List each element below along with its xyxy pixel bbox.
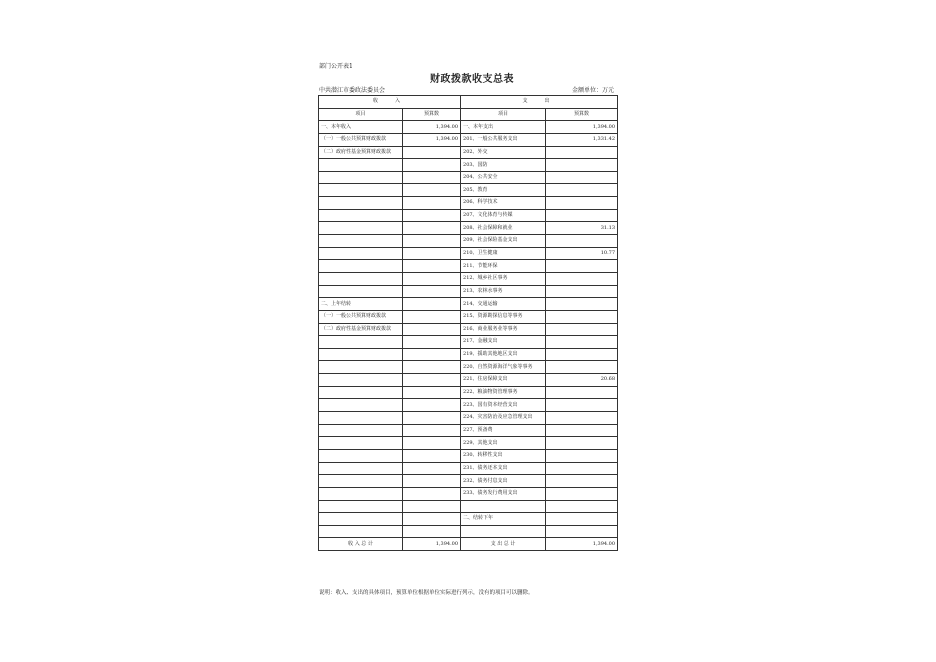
income-item-cell	[319, 184, 403, 197]
income-item-cell: （一）一般公共预算财政拨款	[319, 133, 403, 146]
expense-item-cell: 233、债务发行费用支出	[461, 487, 546, 500]
income-total-label: 收 入 总 计	[319, 538, 403, 551]
income-item-cell	[319, 171, 403, 184]
expense-item-cell: 211、节能环保	[461, 260, 546, 273]
table-row	[319, 386, 618, 399]
income-item-cell	[319, 374, 403, 387]
expense-item-header: 项目	[461, 108, 546, 121]
expense-item-cell: 214、交通运输	[461, 298, 546, 311]
income-item-cell: 一、本年收入	[319, 121, 403, 134]
expense-value-cell	[546, 310, 618, 323]
column-header-row	[319, 108, 618, 121]
table-row	[319, 500, 618, 513]
income-item-cell	[319, 260, 403, 273]
expense-item-cell: 224、灾害防治及应急管理支出	[461, 412, 546, 425]
income-value-cell	[403, 336, 461, 349]
income-item-cell	[319, 247, 403, 260]
income-item-cell: （一）一般公共预算财政拨款	[319, 310, 403, 323]
income-value-cell	[403, 475, 461, 488]
expense-item-cell: 223、国有资本经营支出	[461, 399, 546, 412]
income-item-cell: 二、上年结转	[319, 298, 403, 311]
expense-value-cell	[546, 159, 618, 172]
table-row	[319, 247, 618, 260]
table-row	[319, 184, 618, 197]
expense-value-cell	[546, 272, 618, 285]
expense-value-cell: 31.13	[546, 222, 618, 235]
expense-item-cell: 205、教育	[461, 184, 546, 197]
table-row	[319, 525, 618, 538]
expense-value-cell	[546, 336, 618, 349]
income-item-cell	[319, 159, 403, 172]
table-row	[319, 121, 618, 134]
income-value-cell: 1,394.00	[403, 121, 461, 134]
table-row	[319, 437, 618, 450]
table-row	[319, 475, 618, 488]
income-value-cell	[403, 437, 461, 450]
amount-unit: 金额单位：万元	[572, 87, 615, 94]
table-row	[319, 310, 618, 323]
table-row	[319, 424, 618, 437]
expense-value-cell	[546, 323, 618, 336]
expense-value-cell	[546, 348, 618, 361]
page-title: 财政拨款收支总表	[430, 74, 514, 85]
table-row	[319, 272, 618, 285]
expense-value-cell	[546, 399, 618, 412]
income-item-cell	[319, 222, 403, 235]
income-item-cell	[319, 500, 403, 513]
expense-item-cell: 202、外交	[461, 146, 546, 159]
expense-item-cell: 217、金融支出	[461, 336, 546, 349]
income-item-cell	[319, 336, 403, 349]
expense-item-cell: 216、商业服务业等事务	[461, 323, 546, 336]
expense-value-cell	[546, 412, 618, 425]
income-item-cell: （二）政府性基金预算财政拨款	[319, 323, 403, 336]
expense-value-cell	[546, 235, 618, 248]
income-value-cell	[403, 247, 461, 260]
table-row	[319, 197, 618, 210]
expense-value-cell	[546, 437, 618, 450]
table-row	[319, 374, 618, 387]
expense-item-cell: 208、社会保障和就业	[461, 222, 546, 235]
expense-item-cell: 203、国防	[461, 159, 546, 172]
income-item-cell	[319, 197, 403, 210]
section-header-row	[319, 96, 618, 109]
income-item-cell	[319, 361, 403, 374]
expense-value-cell	[546, 285, 618, 298]
expense-item-cell: 231、债务还本支出	[461, 462, 546, 475]
income-value-cell	[403, 513, 461, 526]
expense-value-cell	[546, 361, 618, 374]
table-row	[319, 235, 618, 248]
income-value-cell: 1,394.00	[403, 133, 461, 146]
income-value-cell	[403, 323, 461, 336]
table-row	[319, 171, 618, 184]
expense-value-cell	[546, 475, 618, 488]
expense-value-cell	[546, 146, 618, 159]
income-value-cell	[403, 285, 461, 298]
income-item-header: 项目	[319, 108, 403, 121]
income-value-cell	[403, 374, 461, 387]
income-value-cell	[403, 171, 461, 184]
income-item-cell	[319, 399, 403, 412]
table-row	[319, 222, 618, 235]
expense-item-cell: 213、农林水事务	[461, 285, 546, 298]
table-row	[319, 159, 618, 172]
income-item-cell	[319, 513, 403, 526]
expense-item-cell: 201、一般公共服务支出	[461, 133, 546, 146]
expense-value-cell	[546, 487, 618, 500]
income-value-cell	[403, 525, 461, 538]
income-value-cell	[403, 209, 461, 222]
expense-item-cell: 一、本年支出	[461, 121, 546, 134]
income-section-header: 收 入	[319, 96, 461, 109]
expense-item-cell: 229、其他支出	[461, 437, 546, 450]
income-item-cell	[319, 386, 403, 399]
expense-item-cell: 207、文化体育与传媒	[461, 209, 546, 222]
expense-total-label: 支 出 总 计	[461, 538, 546, 551]
expense-value-cell: 1,394.00	[546, 121, 618, 134]
income-item-cell	[319, 348, 403, 361]
expense-total-value: 1,394.00	[546, 538, 618, 551]
income-value-cell	[403, 487, 461, 500]
expense-value-cell	[546, 513, 618, 526]
footnote: 说明：收入、支出的具体项目，预算单位根据单位实际进行列示，没有的项目可以删除。	[319, 590, 534, 596]
expense-item-cell: 210、卫生健康	[461, 247, 546, 260]
expense-value-cell	[546, 298, 618, 311]
expense-item-cell: 204、公共安全	[461, 171, 546, 184]
expense-value-cell	[546, 197, 618, 210]
income-item-cell	[319, 285, 403, 298]
income-item-cell	[319, 462, 403, 475]
expense-value-cell: 20.68	[546, 374, 618, 387]
expense-value-cell	[546, 209, 618, 222]
expense-value-cell: 1,331.42	[546, 133, 618, 146]
table-row	[319, 133, 618, 146]
income-value-cell	[403, 424, 461, 437]
table-row	[319, 399, 618, 412]
income-value-cell	[403, 361, 461, 374]
income-value-cell	[403, 159, 461, 172]
expense-value-cell	[546, 500, 618, 513]
revenue-expenditure-table	[318, 95, 618, 551]
table-row	[319, 336, 618, 349]
organization-name: 中共潜江市委政法委员会	[319, 87, 386, 94]
table-row	[319, 285, 618, 298]
expense-value-cell	[546, 525, 618, 538]
expense-item-cell: 215、资源勘探信息等事务	[461, 310, 546, 323]
table-row	[319, 449, 618, 462]
income-item-cell	[319, 424, 403, 437]
expense-item-cell: 二、结转下年	[461, 513, 546, 526]
expense-item-cell: 232、债务付息支出	[461, 475, 546, 488]
income-value-cell	[403, 222, 461, 235]
income-value-cell	[403, 184, 461, 197]
income-item-cell	[319, 272, 403, 285]
income-value-cell	[403, 260, 461, 273]
expense-item-cell: 221、住房保障支出	[461, 374, 546, 387]
expense-item-cell: 220、自然资源海洋气象等事务	[461, 361, 546, 374]
expense-value-cell	[546, 449, 618, 462]
income-item-cell	[319, 475, 403, 488]
income-value-cell	[403, 500, 461, 513]
table-row	[319, 260, 618, 273]
expense-item-cell: 222、粮油物资管理事务	[461, 386, 546, 399]
table-row	[319, 487, 618, 500]
income-value-cell	[403, 310, 461, 323]
income-value-cell	[403, 272, 461, 285]
income-value-cell	[403, 386, 461, 399]
income-value-cell	[403, 235, 461, 248]
income-item-cell	[319, 235, 403, 248]
income-total-value: 1,394.00	[403, 538, 461, 551]
expense-item-cell: 219、援助其他地区支出	[461, 348, 546, 361]
expense-value-cell: 10.77	[546, 247, 618, 260]
totals-row	[319, 538, 618, 551]
table-code: 部门公开表1	[319, 63, 353, 70]
income-item-cell	[319, 525, 403, 538]
income-value-cell	[403, 412, 461, 425]
income-item-cell	[319, 412, 403, 425]
expense-item-cell: 230、转移性支出	[461, 449, 546, 462]
expense-item-cell	[461, 525, 546, 538]
table-row	[319, 412, 618, 425]
expense-section-header: 支 出	[461, 96, 618, 109]
income-item-cell: （二）政府性基金预算财政拨款	[319, 146, 403, 159]
table-row	[319, 209, 618, 222]
income-value-cell	[403, 197, 461, 210]
table-row	[319, 348, 618, 361]
expense-value-cell	[546, 171, 618, 184]
table-row	[319, 298, 618, 311]
expense-value-cell	[546, 462, 618, 475]
table-row	[319, 323, 618, 336]
expense-item-cell: 209、社会保险基金支出	[461, 235, 546, 248]
expense-item-cell: 227、预备费	[461, 424, 546, 437]
table-row	[319, 361, 618, 374]
income-value-cell	[403, 298, 461, 311]
income-value-cell	[403, 449, 461, 462]
expense-value-cell	[546, 184, 618, 197]
income-budget-header: 预算数	[403, 108, 461, 121]
table-row	[319, 513, 618, 526]
table-row	[319, 146, 618, 159]
income-item-cell	[319, 449, 403, 462]
income-value-cell	[403, 146, 461, 159]
table-row	[319, 462, 618, 475]
expense-value-cell	[546, 386, 618, 399]
income-value-cell	[403, 399, 461, 412]
income-item-cell	[319, 209, 403, 222]
expense-item-cell: 206、科学技术	[461, 197, 546, 210]
expense-item-cell: 212、城乡社区事务	[461, 272, 546, 285]
income-item-cell	[319, 437, 403, 450]
expense-value-cell	[546, 424, 618, 437]
expense-item-cell	[461, 500, 546, 513]
income-item-cell	[319, 487, 403, 500]
income-value-cell	[403, 348, 461, 361]
expense-budget-header: 预算数	[546, 108, 618, 121]
income-value-cell	[403, 462, 461, 475]
expense-value-cell	[546, 260, 618, 273]
